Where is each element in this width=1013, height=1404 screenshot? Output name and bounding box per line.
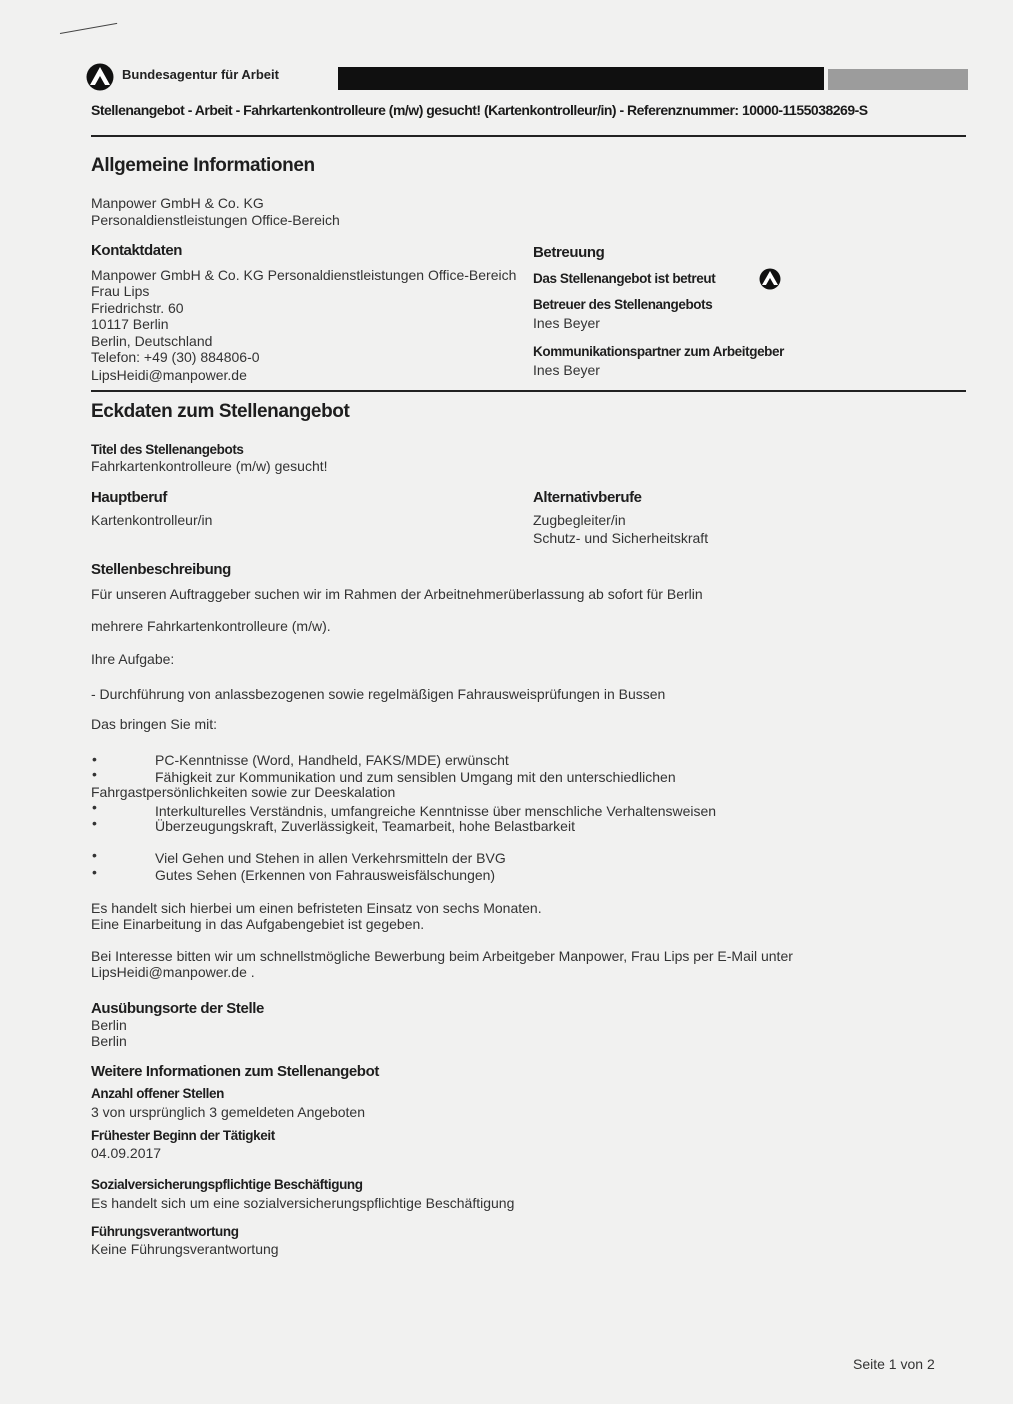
anzahl-value: 3 von ursprünglich 3 gemeldeten Angeboten bbox=[91, 1104, 365, 1120]
kontakt-line: Frau Lips bbox=[91, 283, 150, 299]
beschreibung-paragraph: Es handelt sich hierbei um einen befristeten Einsatz von sechs Monaten. bbox=[91, 900, 542, 916]
orte-heading: Ausübungsorte der Stelle bbox=[91, 1000, 264, 1017]
bullet-marker: • bbox=[92, 799, 97, 815]
partner-label: Kommunikationspartner zum Arbeitgeber bbox=[533, 344, 784, 359]
bullet-item: Viel Gehen und Stehen in allen Verkehrsmitteln der BVG bbox=[155, 850, 506, 866]
bullet-item: Interkulturelles Verständnis, umfangreiche Kenntnisse über menschliche Verhaltensweisen bbox=[155, 803, 717, 819]
betreuung-heading: Betreuung bbox=[533, 244, 605, 261]
alternativ-value: Schutz- und Sicherheitskraft bbox=[533, 530, 709, 546]
section-heading-eckdaten: Eckdaten zum Stellenangebot bbox=[91, 401, 350, 422]
company-name: Manpower GmbH & Co. KG bbox=[91, 195, 264, 211]
beginn-label: Frühester Beginn der Tätigkeit bbox=[91, 1128, 275, 1143]
hauptberuf-label: Hauptberuf bbox=[91, 489, 167, 506]
betreuung-status: Das Stellenangebot ist betreut bbox=[533, 271, 716, 286]
sv-label: Sozialversicherungspflichtige Beschäftigung bbox=[91, 1177, 363, 1192]
beschreibung-heading: Stellenbeschreibung bbox=[91, 561, 231, 578]
bullet-marker: • bbox=[92, 847, 97, 863]
titel-label: Titel des Stellenangebots bbox=[91, 442, 244, 457]
kontakt-line: Manpower GmbH & Co. KG Personaldienstleistungen Office-Bereich bbox=[91, 267, 517, 283]
company-division: Personaldienstleistungen Office-Bereich bbox=[91, 212, 340, 228]
ort-value: Berlin bbox=[91, 1017, 127, 1033]
pen-mark bbox=[60, 23, 117, 34]
beginn-value: 04.09.2017 bbox=[91, 1145, 162, 1161]
beschreibung-paragraph: Für unseren Auftraggeber suchen wir im Rahmen der Arbeitnehmerüberlassung ab sofort für Berlin bbox=[91, 586, 703, 602]
bullet-item: Gutes Sehen (Erkennen von Fahrausweisfälschungen) bbox=[155, 867, 496, 883]
titel-value: Fahrkartenkontrolleure (m/w) gesucht! bbox=[91, 458, 328, 474]
kontakt-email: LipsHeidi@manpower.de bbox=[91, 367, 247, 383]
kontakt-line: 10117 Berlin bbox=[91, 316, 169, 332]
anzahl-label: Anzahl offener Stellen bbox=[91, 1086, 224, 1101]
kontakt-line: Friedrichstr. 60 bbox=[91, 300, 184, 316]
alternativ-value: Zugbegleiter/in bbox=[533, 512, 626, 528]
bullet-item: Überzeugungskraft, Zuverlässigkeit, Teamarbeit, hohe Belastbarkeit bbox=[155, 818, 575, 834]
betreuer-label: Betreuer des Stellenangebots bbox=[533, 297, 713, 312]
sv-value: Es handelt sich um eine sozialversicherungspflichtige Beschäftigung bbox=[91, 1195, 515, 1211]
ort-value: Berlin bbox=[91, 1033, 127, 1049]
page-number: Seite 1 von 2 bbox=[853, 1356, 935, 1372]
beschreibung-paragraph: Bei Interesse bitten wir um schnellstmögliche Bewerbung beim Arbeitgeber Manpower, Frau Lips per E-Mail unter bbox=[91, 948, 793, 964]
bullet-item-continuation: Fahrgastpersönlichkeiten sowie zur Deeskalation bbox=[91, 784, 396, 800]
kontakt-phone: Telefon: +49 (30) 884806-0 bbox=[91, 349, 260, 365]
redaction-bar-grey bbox=[828, 69, 968, 90]
bullet-item: PC-Kenntnisse (Word, Handheld, FAKS/MDE) erwünscht bbox=[155, 752, 509, 768]
bullet-marker: • bbox=[92, 766, 97, 782]
ba-logo-icon bbox=[86, 63, 114, 91]
hauptberuf-value: Kartenkontrolleur/in bbox=[91, 512, 213, 528]
document-headline: Stellenangebot - Arbeit - Fahrkartenkontrolleure (m/w) gesucht! (Kartenkontrolleur/in) - Referenznummer: 10000-1155038269-S bbox=[91, 102, 868, 118]
kontakt-line: Berlin, Deutschland bbox=[91, 333, 213, 349]
fuehrung-label: Führungsverantwortung bbox=[91, 1224, 239, 1239]
bullet-marker: • bbox=[92, 751, 97, 767]
org-name: Bundesagentur für Arbeit bbox=[122, 67, 279, 82]
partner-name: Ines Beyer bbox=[533, 362, 600, 378]
divider bbox=[91, 390, 966, 392]
divider bbox=[91, 135, 966, 137]
beschreibung-paragraph: - Durchführung von anlassbezogenen sowie regelmäßigen Fahrausweisprüfungen in Bussen bbox=[91, 686, 666, 702]
bullet-item: Fähigkeit zur Kommunikation und zum sensiblen Umgang mit den unterschiedlichen bbox=[155, 769, 676, 785]
beschreibung-paragraph: mehrere Fahrkartenkontrolleure (m/w). bbox=[91, 618, 331, 634]
ba-logo-icon bbox=[759, 268, 781, 290]
bullet-marker: • bbox=[92, 815, 97, 831]
fuehrung-value: Keine Führungsverantwortung bbox=[91, 1241, 279, 1257]
beschreibung-email: LipsHeidi@manpower.de . bbox=[91, 964, 255, 980]
beschreibung-paragraph: Ihre Aufgabe: bbox=[91, 651, 175, 667]
weitere-heading: Weitere Informationen zum Stellenangebot bbox=[91, 1063, 379, 1080]
beschreibung-paragraph: Das bringen Sie mit: bbox=[91, 716, 218, 732]
betreuer-name: Ines Beyer bbox=[533, 315, 600, 331]
section-heading-allgemein: Allgemeine Informationen bbox=[91, 155, 315, 176]
kontakt-heading: Kontaktdaten bbox=[91, 242, 183, 259]
redaction-bar bbox=[338, 67, 824, 90]
beschreibung-paragraph: Eine Einarbeitung in das Aufgabengebiet ist gegeben. bbox=[91, 916, 425, 932]
alternativ-label: Alternativberufe bbox=[533, 489, 642, 506]
bullet-marker: • bbox=[92, 864, 97, 880]
